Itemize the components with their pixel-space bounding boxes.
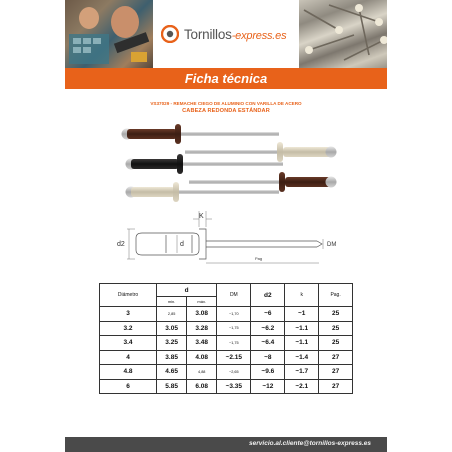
header — [65, 0, 387, 68]
cell-max: 4.08 — [187, 350, 217, 365]
cell-dm: ~1,75 — [217, 336, 251, 351]
cell-k: ~1.1 — [285, 336, 319, 351]
cell-k: ~1 — [285, 307, 319, 322]
header-k: k — [285, 284, 319, 307]
rivet-cream-right — [185, 142, 337, 162]
cell-diametro: 3.4 — [100, 336, 157, 351]
cell-d2: ~6 — [251, 307, 285, 322]
cell-k: ~1.1 — [285, 321, 319, 336]
cell-d2: ~12 — [251, 379, 285, 394]
cell-max: 3.48 — [187, 336, 217, 351]
rivet-dimension-diagram — [65, 205, 387, 265]
cell-k: ~2.1 — [285, 379, 319, 394]
cell-min: 4.65 — [157, 365, 187, 380]
cell-pag: 27 — [319, 350, 353, 365]
cell-d2: ~8 — [251, 350, 285, 365]
footer-bar — [65, 437, 387, 452]
cell-diametro: 3 — [100, 307, 157, 322]
rivet-cream — [126, 182, 280, 202]
label-k: K — [199, 213, 204, 220]
brand-name — [184, 27, 286, 42]
cell-dm: ~2.15 — [217, 350, 251, 365]
table-row — [100, 379, 353, 394]
cell-pag: 25 — [319, 307, 353, 322]
table-row — [100, 307, 353, 322]
header-diametro: Diámetro — [100, 284, 157, 307]
product-code-line: VS37029 - REMACHE CIEGO DE ALUMINIO CON VARILLA DE ACERO — [150, 101, 302, 106]
header-d2: d2 — [251, 284, 285, 307]
label-d2: d2 — [117, 241, 125, 248]
table-header-row — [100, 284, 353, 297]
header-min: min. — [157, 297, 187, 307]
label-dm: DM — [327, 242, 337, 248]
header-d: d — [157, 284, 217, 297]
cell-min: 3.85 — [157, 350, 187, 365]
brand-mark-icon — [161, 25, 179, 43]
brand-accent-text: -express.es — [231, 29, 287, 42]
cell-min: 5.85 — [157, 379, 187, 394]
cell-d2: ~6.2 — [251, 321, 285, 336]
cell-pag: 27 — [319, 379, 353, 394]
cell-d2: ~6.4 — [251, 336, 285, 351]
brand-logo-area[interactable] — [161, 20, 301, 48]
table-row — [100, 350, 353, 365]
screws-photo — [299, 0, 387, 68]
label-length: Pag — [255, 256, 263, 261]
cell-max: 4,88 — [187, 365, 217, 380]
cell-k: ~1.7 — [285, 365, 319, 380]
cell-min: 3.25 — [157, 336, 187, 351]
cell-max: 3.08 — [187, 307, 217, 322]
cell-dm: ~2,65 — [217, 365, 251, 380]
rivet-brown-right — [189, 172, 337, 192]
label-d: d — [180, 241, 184, 248]
data-sheet-page — [65, 0, 387, 452]
product-head-type: CABEZA REDONDA ESTÁNDAR — [182, 108, 270, 114]
table-row — [100, 336, 353, 351]
cell-pag: 27 — [319, 365, 353, 380]
cell-diametro: 4 — [100, 350, 157, 365]
footer-email-link[interactable]: servicio.al.cliente@tornillos-express.es — [249, 440, 371, 447]
cell-dm: ~3.35 — [217, 379, 251, 394]
cell-k: ~1.4 — [285, 350, 319, 365]
header-max: máx. — [187, 297, 217, 307]
brand-main-text: Tornillos — [184, 26, 232, 42]
workbench-photo — [65, 0, 153, 68]
table-row — [100, 321, 353, 336]
cell-max: 3.28 — [187, 321, 217, 336]
cell-d2: ~9.6 — [251, 365, 285, 380]
rivet-black — [126, 154, 284, 174]
cell-diametro: 4.8 — [100, 365, 157, 380]
cell-max: 6.08 — [187, 379, 217, 394]
cell-dm: ~1,75 — [217, 321, 251, 336]
cell-diametro: 6 — [100, 379, 157, 394]
cell-pag: 25 — [319, 321, 353, 336]
header-dm: DM — [217, 284, 251, 307]
banner-title: Ficha técnica — [65, 68, 387, 89]
cell-min: 2,85 — [157, 307, 187, 322]
rivet-photos — [65, 118, 387, 206]
dimensions-table — [99, 283, 353, 394]
table-row — [100, 365, 353, 380]
cell-diametro: 3.2 — [100, 321, 157, 336]
rivet-brown — [122, 124, 280, 144]
cell-min: 3.05 — [157, 321, 187, 336]
cell-dm: ~1,70 — [217, 307, 251, 322]
cell-pag: 25 — [319, 336, 353, 351]
header-pag: Pag. — [319, 284, 353, 307]
